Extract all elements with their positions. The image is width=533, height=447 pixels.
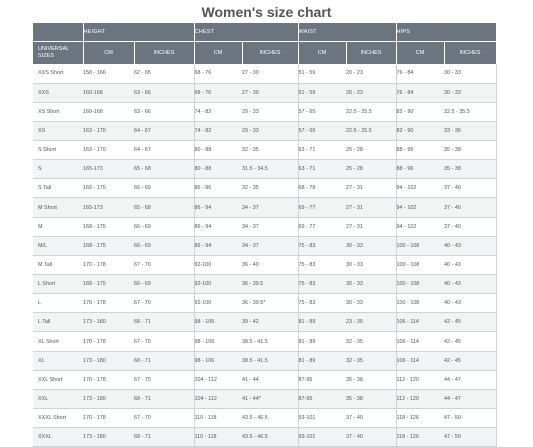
measurement-cell: 27 - 31 bbox=[346, 217, 396, 236]
measurement-cell: 39 - 42 bbox=[242, 313, 298, 332]
measurement-cell: 92-100 bbox=[194, 255, 242, 274]
size-label: XL Short bbox=[33, 332, 83, 351]
table-row bbox=[33, 236, 496, 255]
measurement-cell: 51 - 59 bbox=[298, 64, 346, 83]
measurement-cell: 66 - 69 bbox=[134, 217, 194, 236]
measurement-cell: 173 - 180 bbox=[83, 313, 134, 332]
measurement-cell: 34 - 37 bbox=[242, 217, 298, 236]
measurement-cell: 168 - 175 bbox=[83, 217, 134, 236]
measurement-cell: 86 - 94 bbox=[194, 236, 242, 255]
measurement-cell: 68 - 71 bbox=[134, 389, 194, 408]
size-label: S Tall bbox=[33, 179, 83, 198]
measurement-cell: 160-168 bbox=[83, 83, 134, 102]
measurement-cell: 82 - 90 bbox=[396, 121, 444, 140]
header-height-inches: INCHES bbox=[134, 42, 194, 65]
measurement-cell: 27 - 31 bbox=[346, 198, 396, 217]
measurement-cell: 80 - 88 bbox=[194, 160, 242, 179]
measurement-cell: 20 - 23 bbox=[346, 83, 396, 102]
measurement-cell: 168 - 175 bbox=[83, 275, 134, 294]
measurement-cell: 88 - 96 bbox=[396, 160, 444, 179]
measurement-cell: 37 - 40 bbox=[346, 409, 396, 428]
measurement-cell: 44 - 47 bbox=[444, 370, 496, 389]
size-label: XS Short bbox=[33, 102, 83, 121]
measurement-cell: 23 - 35 bbox=[346, 313, 396, 332]
measurement-cell: 66 - 69 bbox=[134, 236, 194, 255]
measurement-cell: 33 - 36 bbox=[444, 121, 496, 140]
measurement-cell: 110 - 118 bbox=[194, 428, 242, 447]
header-hips: HIPS bbox=[396, 23, 496, 42]
measurement-cell: 87-95 bbox=[298, 370, 346, 389]
size-label: XXS Short bbox=[33, 64, 83, 83]
header-sub-row bbox=[33, 42, 496, 65]
measurement-cell: 51 - 59 bbox=[298, 83, 346, 102]
measurement-cell: 38.5 - 41.5 bbox=[242, 332, 298, 351]
measurement-cell: 35 - 38 bbox=[444, 141, 496, 160]
measurement-cell: 160-168 bbox=[83, 102, 134, 121]
measurement-cell: 80 - 88 bbox=[194, 141, 242, 160]
measurement-cell: 22.5 - 25.5 bbox=[346, 102, 396, 121]
measurement-cell: 170 - 178 bbox=[83, 370, 134, 389]
header-corner bbox=[33, 23, 83, 42]
measurement-cell: 67 - 70 bbox=[134, 332, 194, 351]
measurement-cell: 106 - 114 bbox=[396, 351, 444, 370]
measurement-cell: 81 - 89 bbox=[298, 351, 346, 370]
measurement-cell: 27 - 30 bbox=[242, 64, 298, 83]
measurement-cell: 68 - 76 bbox=[194, 64, 242, 83]
measurement-cell: 32 - 35 bbox=[346, 351, 396, 370]
measurement-cell: 35 - 38 bbox=[444, 160, 496, 179]
measurement-cell: 35 - 38 bbox=[346, 370, 396, 389]
table-row bbox=[33, 332, 496, 351]
size-label: M Tall bbox=[33, 255, 83, 274]
measurement-cell: 68 - 76 bbox=[194, 83, 242, 102]
table-row bbox=[33, 389, 496, 408]
table-row bbox=[33, 409, 496, 428]
measurement-cell: 32 - 35 bbox=[242, 179, 298, 198]
size-label: L Tall bbox=[33, 313, 83, 332]
measurement-cell: 66 - 69 bbox=[134, 275, 194, 294]
measurement-cell: 67 - 70 bbox=[134, 409, 194, 428]
measurement-cell: 163 - 170 bbox=[83, 121, 134, 140]
measurement-cell: 34 - 37 bbox=[242, 236, 298, 255]
measurement-cell: 27 - 31 bbox=[346, 179, 396, 198]
measurement-cell: 106 - 114 bbox=[396, 313, 444, 332]
measurement-cell: 30 - 33 bbox=[346, 255, 396, 274]
measurement-cell: 36 - 39.5 bbox=[242, 275, 298, 294]
measurement-cell: 44 - 47 bbox=[444, 389, 496, 408]
measurement-cell: 68 - 71 bbox=[134, 428, 194, 447]
measurement-cell: 41 - 44 bbox=[242, 370, 298, 389]
measurement-cell: 68 - 78 bbox=[298, 179, 346, 198]
measurement-cell: 81 - 89 bbox=[298, 332, 346, 351]
measurement-cell: 98 - 106 bbox=[194, 313, 242, 332]
measurement-cell: 170 - 178 bbox=[83, 332, 134, 351]
measurement-cell: 41 - 44* bbox=[242, 389, 298, 408]
measurement-cell: 86 - 94 bbox=[194, 198, 242, 217]
measurement-cell: 94 - 102 bbox=[396, 217, 444, 236]
measurement-cell: 37 - 40 bbox=[444, 198, 496, 217]
table-row bbox=[33, 141, 496, 160]
measurement-cell: 68 - 71 bbox=[134, 313, 194, 332]
table-row bbox=[33, 160, 496, 179]
measurement-cell: 64 - 67 bbox=[134, 121, 194, 140]
table-row bbox=[33, 428, 496, 447]
measurement-cell: 170 - 178 bbox=[83, 255, 134, 274]
measurement-cell: 40 - 43 bbox=[444, 275, 496, 294]
measurement-cell: 34 - 37 bbox=[242, 198, 298, 217]
size-label: M bbox=[33, 217, 83, 236]
measurement-cell: 30 - 33 bbox=[444, 83, 496, 102]
measurement-cell: 66 - 69 bbox=[134, 179, 194, 198]
measurement-cell: 37 - 40 bbox=[346, 428, 396, 447]
measurement-cell: 163 - 170 bbox=[83, 141, 134, 160]
measurement-cell: 173 - 180 bbox=[83, 428, 134, 447]
table-row bbox=[33, 275, 496, 294]
measurement-cell: 158 - 166 bbox=[83, 64, 134, 83]
measurement-cell: 170 - 178 bbox=[83, 409, 134, 428]
measurement-cell: 40 - 43 bbox=[444, 294, 496, 313]
measurement-cell: 165-173 bbox=[83, 198, 134, 217]
measurement-cell: 86 - 94 bbox=[194, 217, 242, 236]
measurement-cell: 40 - 43 bbox=[444, 255, 496, 274]
size-label: XL bbox=[33, 351, 83, 370]
measurement-cell: 30 - 33 bbox=[346, 236, 396, 255]
measurement-cell: 100 - 108 bbox=[396, 236, 444, 255]
size-label: M Short bbox=[33, 198, 83, 217]
measurement-cell: 93-101 bbox=[298, 428, 346, 447]
measurement-cell: 32 - 35 bbox=[346, 332, 396, 351]
measurement-cell: 100 - 108 bbox=[396, 294, 444, 313]
measurement-cell: 65 - 68 bbox=[134, 198, 194, 217]
header-height-cm: CM bbox=[83, 42, 134, 65]
header-hips-inches: INCHES bbox=[444, 42, 496, 65]
header-waist-cm: CM bbox=[298, 42, 346, 65]
measurement-cell: 86 - 96 bbox=[194, 179, 242, 198]
measurement-cell: 100 - 108 bbox=[396, 255, 444, 274]
size-label: L bbox=[33, 294, 83, 313]
measurement-cell: 87-95 bbox=[298, 389, 346, 408]
measurement-cell: 29 - 33 bbox=[242, 102, 298, 121]
measurement-cell: 76 - 84 bbox=[396, 64, 444, 83]
size-label: XXS bbox=[33, 83, 83, 102]
page-title: Women's size chart bbox=[201, 4, 332, 20]
measurement-cell: 57 - 65 bbox=[298, 102, 346, 121]
measurement-cell: 110 - 118 bbox=[194, 409, 242, 428]
size-label: M/L bbox=[33, 236, 83, 255]
measurement-cell: 76 - 84 bbox=[396, 83, 444, 102]
size-label: XXXL Short bbox=[33, 409, 83, 428]
measurement-cell: 29 - 33 bbox=[242, 121, 298, 140]
measurement-cell: 43.5 - 46.5 bbox=[242, 428, 298, 447]
measurement-cell: 63 - 66 bbox=[134, 102, 194, 121]
header-group-row bbox=[33, 23, 496, 42]
measurement-cell: 106 - 114 bbox=[396, 332, 444, 351]
table-row bbox=[33, 313, 496, 332]
measurement-cell: 74 - 82 bbox=[194, 102, 242, 121]
header-chest: CHEST bbox=[194, 23, 298, 42]
measurement-cell: 92-100 bbox=[194, 294, 242, 313]
measurement-cell: 81 - 89 bbox=[298, 313, 346, 332]
measurement-cell: 82 - 90 bbox=[396, 102, 444, 121]
measurement-cell: 36 - 40 bbox=[242, 255, 298, 274]
table-row bbox=[33, 83, 496, 102]
header-height: HEIGHT bbox=[83, 23, 194, 42]
measurement-cell: 37 - 40 bbox=[444, 217, 496, 236]
table-row bbox=[33, 121, 496, 140]
measurement-cell: 25 - 28 bbox=[346, 141, 396, 160]
measurement-cell: 63 - 71 bbox=[298, 160, 346, 179]
measurement-cell: 37 - 40 bbox=[444, 179, 496, 198]
measurement-cell: 47 - 50 bbox=[444, 409, 496, 428]
table-row bbox=[33, 217, 496, 236]
measurement-cell: 30 - 33 bbox=[346, 294, 396, 313]
measurement-cell: 165-173 bbox=[83, 160, 134, 179]
measurement-cell: 36 - 39.5* bbox=[242, 294, 298, 313]
measurement-cell: 32 - 35 bbox=[242, 141, 298, 160]
size-rows bbox=[33, 64, 496, 447]
measurement-cell: 42 - 45 bbox=[444, 351, 496, 370]
table-row bbox=[33, 64, 496, 83]
measurement-cell: 35 - 38 bbox=[346, 389, 396, 408]
measurement-cell: 64 - 67 bbox=[134, 141, 194, 160]
measurement-cell: 63 - 71 bbox=[298, 141, 346, 160]
measurement-cell: 100 - 108 bbox=[396, 275, 444, 294]
measurement-cell: 69 - 77 bbox=[298, 198, 346, 217]
measurement-cell: 98 - 106 bbox=[194, 332, 242, 351]
table-row bbox=[33, 198, 496, 217]
measurement-cell: 63 - 66 bbox=[134, 83, 194, 102]
measurement-cell: 98 - 106 bbox=[194, 351, 242, 370]
measurement-cell: 88 - 96 bbox=[396, 141, 444, 160]
measurement-cell: 62 - 65 bbox=[134, 64, 194, 83]
measurement-cell: 74 - 82 bbox=[194, 121, 242, 140]
measurement-cell: 67 - 70 bbox=[134, 255, 194, 274]
measurement-cell: 104 - 112 bbox=[194, 389, 242, 408]
header-chest-inches: INCHES bbox=[242, 42, 298, 65]
size-label: XXL Short bbox=[33, 370, 83, 389]
table-row bbox=[33, 351, 496, 370]
measurement-cell: 75 - 83 bbox=[298, 294, 346, 313]
measurement-cell: 94 - 102 bbox=[396, 179, 444, 198]
measurement-cell: 94 - 102 bbox=[396, 198, 444, 217]
measurement-cell: 168 - 175 bbox=[83, 179, 134, 198]
header-hips-cm: CM bbox=[396, 42, 444, 65]
measurement-cell: 112 - 120 bbox=[396, 389, 444, 408]
measurement-cell: 67 - 70 bbox=[134, 370, 194, 389]
header-universal-sizes: UNIVERSAL SIZES bbox=[33, 42, 83, 65]
measurement-cell: 69 - 77 bbox=[298, 217, 346, 236]
measurement-cell: 75 - 83 bbox=[298, 236, 346, 255]
measurement-cell: 42 - 45 bbox=[444, 313, 496, 332]
measurement-cell: 30 - 33 bbox=[346, 275, 396, 294]
measurement-cell: 168 - 175 bbox=[83, 236, 134, 255]
measurement-cell: 20 - 23 bbox=[346, 64, 396, 83]
measurement-cell: 92-100 bbox=[194, 275, 242, 294]
measurement-cell: 118 - 126 bbox=[396, 428, 444, 447]
table-row bbox=[33, 179, 496, 198]
measurement-cell: 93-101 bbox=[298, 409, 346, 428]
size-label: XS bbox=[33, 121, 83, 140]
size-chart-table bbox=[33, 23, 497, 447]
table-row bbox=[33, 102, 496, 121]
header-chest-cm: CM bbox=[194, 42, 242, 65]
size-label: XXXL bbox=[33, 428, 83, 447]
size-label: XXL bbox=[33, 389, 83, 408]
measurement-cell: 42 - 45 bbox=[444, 332, 496, 351]
size-label: S bbox=[33, 160, 83, 179]
measurement-cell: 47 - 50 bbox=[444, 428, 496, 447]
measurement-cell: 30 - 33 bbox=[444, 64, 496, 83]
measurement-cell: 43.5 - 46.5 bbox=[242, 409, 298, 428]
measurement-cell: 112 - 120 bbox=[396, 370, 444, 389]
measurement-cell: 31.5 - 34.5 bbox=[242, 160, 298, 179]
measurement-cell: 32.5 - 35.5 bbox=[444, 102, 496, 121]
measurement-cell: 173 - 180 bbox=[83, 389, 134, 408]
measurement-cell: 38.5 - 41.5 bbox=[242, 351, 298, 370]
measurement-cell: 57 - 65 bbox=[298, 121, 346, 140]
measurement-cell: 40 - 43 bbox=[444, 236, 496, 255]
header-waist-inches: INCHES bbox=[346, 42, 396, 65]
size-label: S Short bbox=[33, 141, 83, 160]
measurement-cell: 67 - 70 bbox=[134, 294, 194, 313]
table-row bbox=[33, 294, 496, 313]
measurement-cell: 170 - 178 bbox=[83, 294, 134, 313]
header-waist: WAIST bbox=[298, 23, 396, 42]
measurement-cell: 173 - 180 bbox=[83, 351, 134, 370]
measurement-cell: 65 - 68 bbox=[134, 160, 194, 179]
table-row bbox=[33, 370, 496, 389]
measurement-cell: 25 - 28 bbox=[346, 160, 396, 179]
measurement-cell: 22.5 - 25.5 bbox=[346, 121, 396, 140]
measurement-cell: 104 - 112 bbox=[194, 370, 242, 389]
size-label: L Short bbox=[33, 275, 83, 294]
measurement-cell: 27 - 30 bbox=[242, 83, 298, 102]
measurement-cell: 118 - 126 bbox=[396, 409, 444, 428]
measurement-cell: 75 - 83 bbox=[298, 255, 346, 274]
measurement-cell: 68 - 71 bbox=[134, 351, 194, 370]
measurement-cell: 75 - 83 bbox=[298, 275, 346, 294]
table-row bbox=[33, 255, 496, 274]
